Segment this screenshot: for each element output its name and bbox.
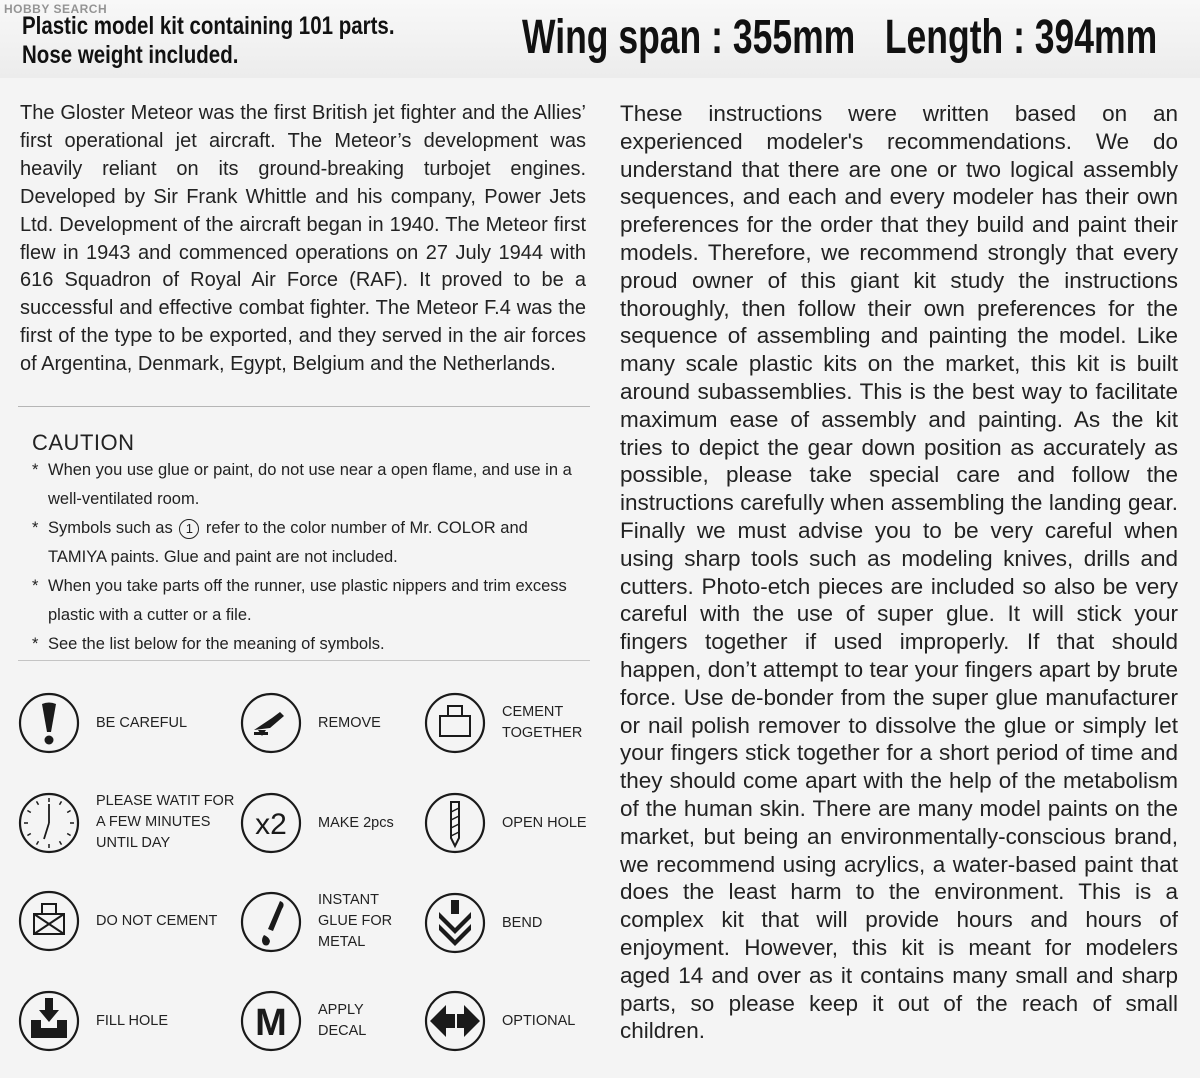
symbol-bend: BEND xyxy=(424,892,542,954)
exclamation-icon xyxy=(18,692,80,754)
caution-title: CAUTION xyxy=(32,430,135,455)
symbol-remove: REMOVE xyxy=(240,692,381,754)
dimensions-heading xyxy=(522,8,1157,68)
length-label: Length : 394mm xyxy=(884,11,1158,64)
decal-m-icon-text: M xyxy=(255,1002,287,1044)
parts-count-line: Plastic model kit containing 101 parts. xyxy=(22,12,395,40)
wingspan-label: Wing span : 355mm xyxy=(522,11,856,64)
symbol-fill-hole: FILL HOLE xyxy=(18,990,168,1052)
cement-together-icon xyxy=(424,692,486,754)
symbol-cement-together: CEMENT TOGETHER xyxy=(424,692,582,754)
caution-item: * When you take parts off the runner, use plastic nippers and trim excess plastic with a cutter or a file. xyxy=(32,577,567,624)
symbol-make-2pcs: x2 MAKE 2pcs xyxy=(240,792,394,854)
glue-drop-icon xyxy=(240,891,302,953)
caution-item: * Symbols such as 1 refer to the color number of Mr. COLOR and TAMIYA paints. Glue and paint are not included. xyxy=(32,519,528,566)
do-not-cement-icon xyxy=(18,890,80,952)
x2-icon xyxy=(240,792,302,854)
x2-icon-text: x2 xyxy=(255,808,287,841)
caution-list xyxy=(32,456,592,659)
optional-arrows-icon xyxy=(424,990,486,1052)
symbol-please-wait: PLEASE WATIT FOR A FEW MINUTES UNTIL DAY xyxy=(18,791,234,854)
color-number-example: 1 xyxy=(179,519,199,539)
bend-icon xyxy=(424,892,486,954)
symbol-do-not-cement: DO NOT CEMENT xyxy=(18,890,217,952)
watermark: HOBBY SEARCH xyxy=(4,2,108,16)
decal-m-icon xyxy=(240,990,302,1052)
fill-hole-icon xyxy=(18,990,80,1052)
instructions-paragraph: These instructions were written based on an experienced modeler's recommendations. We do understand that there are one or two logical assembly sequences, and each and every modeler has their own preferences for the order that they build and paint their models. Therefore, we recommend strongly that every proud owner of this giant kit study the instructions thoroughly, then follow their own preferences for the sequence of assembling and painting the model. Like many scale plastic kits on the market, this kit is built around subassemblies. This is the best way to facilitate maximum ease of assembly and painting. As the kit tries to depict the gear down position as accurately as possible, please take special care and follow the instructions carefully when assembling the landing gear. Finally we must advise you to be very careful when using sharp tools such as modeling knives, drills and cutters. Photo-etch pieces are included so also be very careful with the use of super glue. It will stick your fingers together if used improperly. If that should happen, don’t attempt to tear your fingers apart by brute force. Use de-bonder from the super glue manufacturer or nail polish remover to dissolve the glue or simply let your fingers stick together for a short period of time and they should come apart with the help of the metabolism of the human skin. There are many model paints on the market, but being an environmentally-conscious brand, we recommend using acrylics, a water-based paint that does the least harm to the environment. This is a complex kit that will provide hours and hours of enjoyment. However, this kit is meant for modelers aged 14 and over as it contains many small and sharp parts, so please keep it out of the reach of small children. xyxy=(620,101,1178,1044)
symbol-optional: OPTIONAL xyxy=(424,990,575,1052)
knife-icon xyxy=(240,692,302,754)
history-paragraph: The Gloster Meteor was the first British jet fighter and the Allies’ first operational jet aircraft. The Meteor’s development was heavily reliant on its ground-breaking turbojet engines. Developed by Sir Frank Whittle and his company, Power Jets Ltd. Development of the aircraft began in 1940. The Meteor first flew in 1943 and commenced operations on 27 July 1944 with 616 Squadron of Royal Air Force (RAF). It proved to be a successful and effective combat fighter. The Meteor F.4 was the first of the type to be exported, and they served in the air forces of Argentina, Denmark, Egypt, Belgium and the Netherlands. xyxy=(20,102,586,376)
clock-icon xyxy=(18,792,80,854)
nose-weight-line: Nose weight included. xyxy=(22,41,239,69)
caution-item: * See the list below for the meaning of symbols. xyxy=(32,635,385,653)
symbol-instant-glue: INSTANT GLUE FOR METAL xyxy=(240,890,392,953)
section-divider xyxy=(18,406,590,407)
drill-icon xyxy=(424,792,486,854)
symbol-apply-decal: M APPLY DECAL xyxy=(240,990,366,1052)
section-divider xyxy=(18,660,590,661)
caution-item: * When you use glue or paint, do not use near a open flame, and use in a well-ventilated room. xyxy=(32,461,572,508)
symbol-be-careful: BE CAREFUL xyxy=(18,692,187,754)
kit-contents-heading xyxy=(22,12,407,70)
symbol-open-hole: OPEN HOLE xyxy=(424,792,587,854)
